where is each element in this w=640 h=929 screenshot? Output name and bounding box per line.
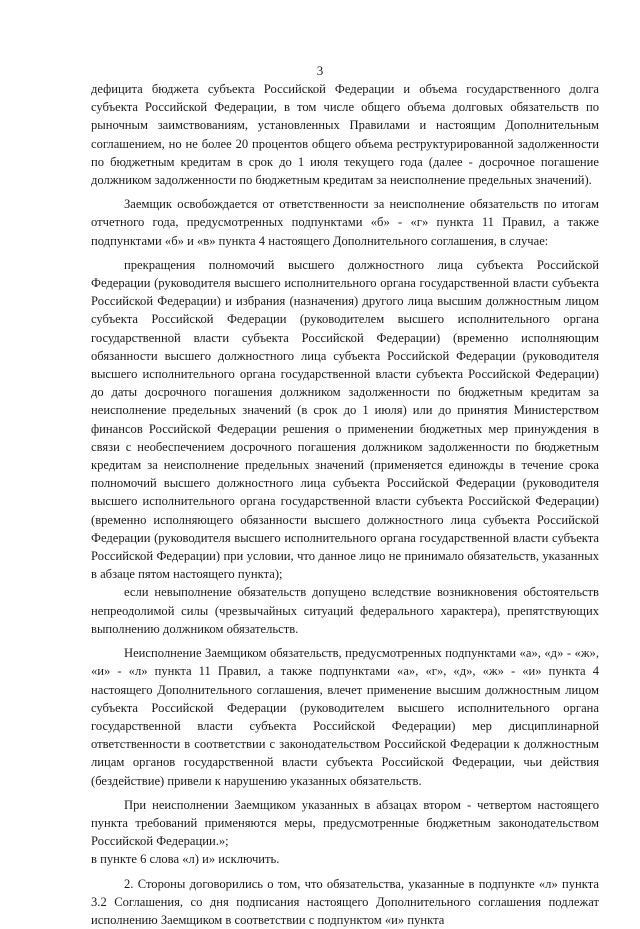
paragraph-6: При неисполнении Заемщиком указанных в абзацах втором - четвертом настоящего пункта требований применяются меры, предусмотренные бюджетным законодательством Российской Федерации.»;	[91, 797, 599, 849]
paragraph-3: прекращения полномочий высшего должностного лица субъекта Российской Федерации (руководителя высшего исполнительного органа государственной власти субъекта Российской Федерации) и избрания (назначения) другого лица высшим должностным лицом субъекта Российской Федерации (руководителем высшего исполнительного органа государственной власти субъекта Российской Федерации) (временно исполняющим обязанности высшего должностного лица субъекта Российской Федерации (руководителя высшего исполнительного органа государственной власти субъекта Российской Федерации) до даты досрочного погашения должником задолженности по бюджетным кредитам за неисполнение предельных значений (в срок до 1 июля) или до принятия Министерством финансов Российской Федерации решения о применении бюджетных мер принуждения в связи с необеспечением досрочного погашения должником задолженности по бюджетным кредитам за неисполнение предельных значений (применяется единожды в течение срока полномочий высшего должностного лица субъекта Российской Федерации (руководителя высшего исполнительного органа государственной власти субъекта Российской Федерации) (временно исполняющего обязанности высшего должностного лица субъекта Российской Федерации (руководителя высшего исполнительного органа государственной власти субъекта Российской Федерации) при условии, что данное лицо не принимало обязательств, указанных в абзаце пятом настоящего пункта);	[91, 257, 599, 582]
paragraph-4: если невыполнение обязательств допущено вследствие возникновения обстоятельств непреодолимой силы (чрезвычайных ситуаций федерального характера), препятствующих выполнению должником обязательств.	[91, 585, 599, 636]
paragraph-1: дефицита бюджета субъекта Российской Федерации и объема государственного долга субъекта Российской Федерации, в том числе общего объема долговых обязательств по рыночным заимствованиям, установленных Правилами и настоящим Дополнительным соглашением, но не более 20 процентов общего объема реструктурированной задолженности по бюджетным кредитам в срок до 1 июля текущего года (далее - досрочное погашение должником задолженности по бюджетным кредитам за неисполнение предельных значений).	[91, 82, 599, 188]
document-body	[91, 80, 599, 929]
paragraph-8: 2. Стороны договорились о том, что обязательства, указанные в подпункте «л» пункта 3.2 Соглашения, со дня подписания настоящего Дополнительного соглашения подлежат исполнению Заемщиком в соответствии с подпунктом «и» пункта	[91, 876, 599, 927]
page-number: 3	[316, 63, 324, 78]
paragraph-7: в пункте 6 слова «л) и» исключить.	[91, 852, 280, 867]
paragraph-2: Заемщик освобождается от ответственности за неисполнение обязательств по итогам отчетного года, предусмотренных подпунктами «б» - «г» пункта 11 Правил, а также подпунктами «б» и «в» пункта 4 настоящего Дополнительного соглашения, в случае:	[91, 197, 599, 248]
paragraph-5: Неисполнение Заемщиком обязательств, предусмотренных подпунктами «а», «д» - «ж», «и» - «л» пункта 11 Правил, а также подпунктами «а», «г», «д», «ж» - «и» пункта 4 настоящего Дополнительного соглашения, влечет применение высшим должностным лицом субъекта Российской Федерации (руководителем высшего исполнительного органа государственной власти субъекта Российской Федерации) мер дисциплинарной ответственности в соответствии с законодательством Российской Федерации к должностным лицам органов государственной власти субъекта Российской Федерации, чьи действия (бездействие) привели к нарушению указанных обязательств.	[91, 646, 599, 788]
